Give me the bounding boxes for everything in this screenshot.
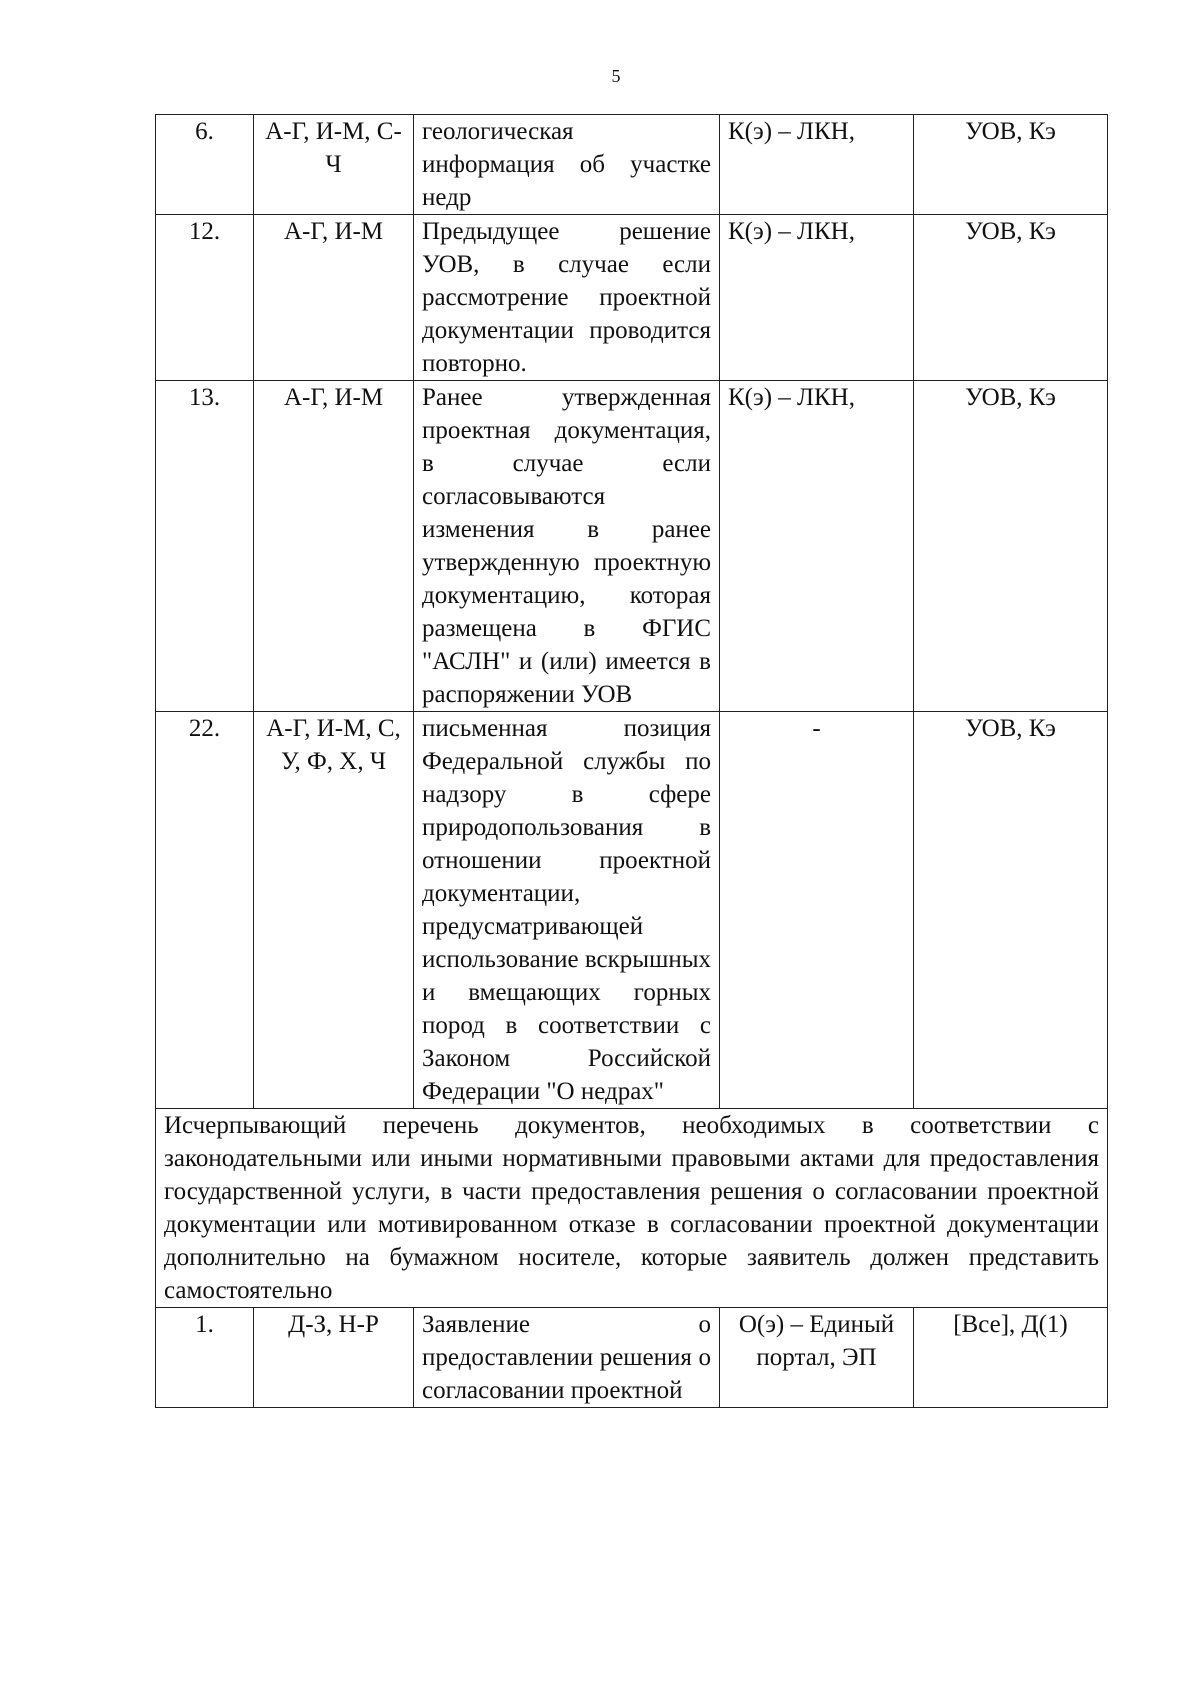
page-number: 5 bbox=[611, 66, 621, 86]
row-number: 1. bbox=[156, 1308, 254, 1408]
table-row bbox=[156, 215, 1108, 381]
row-codes: А-Г, И-М bbox=[254, 381, 414, 712]
row-recipient: УОВ, Кэ bbox=[914, 115, 1108, 215]
row-description: Предыдущее решение УОВ, в случае если рассмотрение проектной документации проводится повторно. bbox=[414, 215, 720, 381]
table-row bbox=[156, 712, 1108, 1109]
table-row bbox=[156, 381, 1108, 712]
section-heading-row bbox=[156, 1109, 1108, 1308]
row-source: О(э) – Единый портал, ЭП bbox=[720, 1308, 914, 1408]
table-row bbox=[156, 1308, 1108, 1408]
row-recipient: [Все], Д(1) bbox=[914, 1308, 1108, 1408]
row-codes: А-Г, И-М bbox=[254, 215, 414, 381]
section-heading: Исчерпывающий перечень документов, необходимых в соответствии с законодательными или иными нормативными правовыми актами для предоставления государственной услуги, в части предоставления решения о согласовании проектной документации или мотивированном отказе в согласовании проектной документации дополнительно на бумажном носителе, которые заявитель должен представить самостоятельно bbox=[156, 1109, 1108, 1308]
row-codes: Д-З, Н-Р bbox=[254, 1308, 414, 1408]
row-number: 12. bbox=[156, 215, 254, 381]
row-codes: А-Г, И-М, С, У, Ф, Х, Ч bbox=[254, 712, 414, 1109]
row-source: - bbox=[720, 712, 914, 1109]
row-source: К(э) – ЛКН, bbox=[720, 381, 914, 712]
row-number: 13. bbox=[156, 381, 254, 712]
row-source: К(э) – ЛКН, bbox=[720, 215, 914, 381]
row-description: геологическая информация об участке недр bbox=[414, 115, 720, 215]
row-source: К(э) – ЛКН, bbox=[720, 115, 914, 215]
row-number: 6. bbox=[156, 115, 254, 215]
row-recipient: УОВ, Кэ bbox=[914, 215, 1108, 381]
row-number: 22. bbox=[156, 712, 254, 1109]
row-codes: А-Г, И-М, С-Ч bbox=[254, 115, 414, 215]
row-recipient: УОВ, Кэ bbox=[914, 381, 1108, 712]
table-row bbox=[156, 115, 1108, 215]
row-description: письменная позиция Федеральной службы по надзору в сфере природопользования в отношении проектной документации, предусматривающей использование вскрышных и вмещающих горных пород в соответствии с Законом Российской Федерации "О недрах" bbox=[414, 712, 720, 1109]
documents-table bbox=[155, 114, 1108, 1408]
row-description: Ранее утвержденная проектная документация, в случае если согласовываются изменения в ранее утвержденную проектную документацию, которая размещена в ФГИС "АСЛН" и (или) имеется в распоряжении УОВ bbox=[414, 381, 720, 712]
row-recipient: УОВ, Кэ bbox=[914, 712, 1108, 1109]
row-description: Заявление о предоставлении решения о согласовании проектной bbox=[414, 1308, 720, 1408]
